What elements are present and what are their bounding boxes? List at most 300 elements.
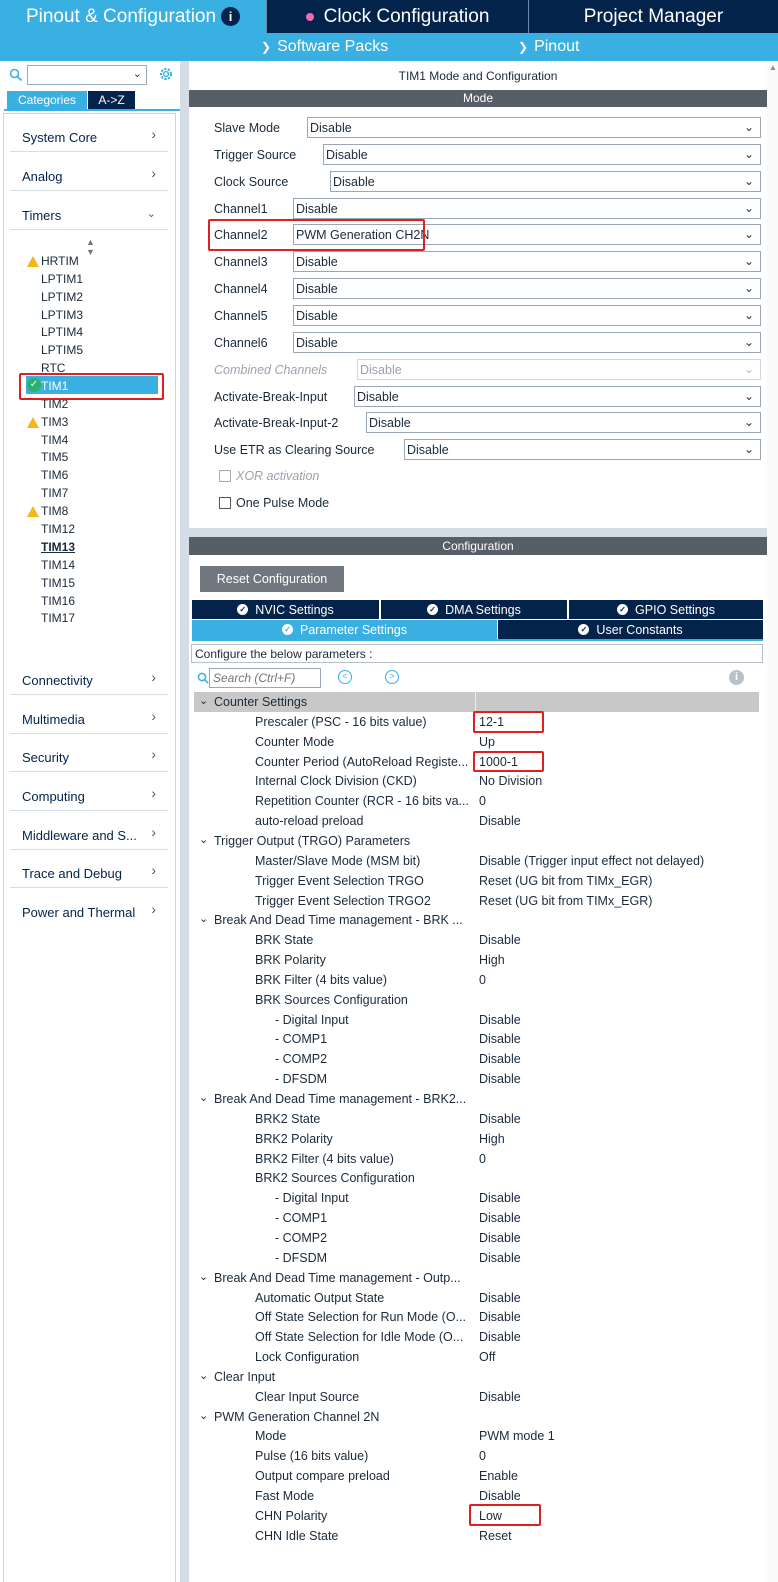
chevron-down-icon: ❯: [261, 40, 272, 54]
use-etr-clearing-source-select[interactable]: [404, 439, 761, 460]
timer-item-tim6[interactable]: TIM6: [41, 468, 69, 482]
tab-label: NVIC Settings: [255, 602, 334, 617]
combined-channels-select: [357, 359, 761, 380]
chevron-down-icon: ⌄: [743, 415, 754, 429]
select-value: Disable: [296, 335, 338, 350]
category-security[interactable]: [10, 740, 168, 772]
parameter-value[interactable]: Disable: [479, 1230, 521, 1245]
highlight-box-prescaler: [473, 711, 544, 733]
parameter-row[interactable]: [194, 1188, 759, 1208]
top-tab-bar: [0, 0, 778, 33]
tab-parameter-settings[interactable]: [192, 620, 497, 639]
field-label: Slave Mode: [214, 120, 281, 135]
category-connectivity[interactable]: [10, 663, 168, 695]
chevron-down-icon: ⌄: [743, 389, 754, 403]
field-channel3: [214, 251, 761, 272]
field-channel4: [214, 278, 761, 299]
parameter-name: CHN Polarity: [255, 1508, 328, 1523]
xor-activation-checkbox: [219, 470, 231, 482]
search-icon: [9, 68, 23, 82]
parameter-name: BRK State: [255, 933, 314, 948]
configuration-panel: [189, 537, 767, 1582]
parameter-value[interactable]: Enable: [479, 1469, 518, 1484]
tab-pinout-label: Pinout & Configuration: [25, 5, 217, 27]
highlight-box-chn-polarity: [469, 1504, 541, 1526]
field-channel6: [214, 332, 761, 353]
parameter-value[interactable]: High: [479, 1131, 505, 1146]
parameter-row[interactable]: [194, 1466, 759, 1486]
parameter-value[interactable]: No Division: [479, 774, 543, 789]
field-clock-source: [214, 171, 761, 192]
parameter-row[interactable]: [194, 1288, 759, 1308]
vertical-scrollbar[interactable]: [767, 61, 778, 1582]
field-combined-channels: [214, 359, 761, 380]
parameter-name: Lock Configuration: [255, 1350, 360, 1365]
parameter-name: Internal Clock Division (CKD): [255, 774, 417, 789]
chevron-right-icon: ›: [151, 824, 156, 840]
parameter-value[interactable]: Reset (UG bit from TIMx_EGR): [479, 893, 653, 908]
parameter-value[interactable]: 12-1: [479, 714, 505, 729]
chevron-right-icon: ›: [151, 862, 156, 878]
field-use-etr-clearing-source: [214, 439, 761, 460]
parameter-name: Counter Period (AutoReload Registe...: [255, 754, 469, 769]
chevron-down-icon[interactable]: ⌄: [199, 1270, 209, 1283]
select-value: Disable: [296, 254, 338, 269]
parameter-name: BRK2 Polarity: [255, 1131, 333, 1146]
parameter-name: CHN Idle State: [255, 1528, 339, 1543]
panel-title: TIM1 Mode and Configuration: [398, 69, 558, 83]
field-activate-break-input: [214, 386, 761, 407]
timer-item-tim2[interactable]: TIM2: [41, 397, 69, 411]
timer-item-tim7[interactable]: TIM7: [41, 486, 69, 500]
field-label: Channel5: [214, 308, 268, 323]
parameter-row[interactable]: [194, 811, 759, 831]
chevron-down-icon[interactable]: ⌄: [199, 1409, 209, 1422]
parameter-row[interactable]: [194, 1029, 759, 1049]
timer-item-lptim4[interactable]: LPTIM4: [41, 325, 84, 339]
xor-activation-checkbox-row[interactable]: [219, 465, 319, 486]
chevron-down-icon[interactable]: ⌄: [132, 68, 142, 80]
chevron-down-icon: ⌄: [743, 201, 754, 215]
timer-item-lptim5[interactable]: LPTIM5: [41, 343, 84, 357]
category-search-input[interactable]: [27, 65, 147, 85]
pinout-menu-label: Pinout: [534, 38, 580, 55]
channel3-select[interactable]: [293, 251, 761, 272]
slave-mode-select[interactable]: [307, 117, 761, 138]
category-trace-debug[interactable]: [10, 856, 168, 888]
field-slave-mode: [214, 117, 761, 138]
field-label: Channel3: [214, 254, 268, 269]
parameter-name: - COMP1: [275, 1211, 328, 1226]
chevron-right-icon: ›: [151, 901, 156, 917]
parameter-name: - Digital Input: [275, 1191, 349, 1206]
chevron-down-icon: ⌄: [743, 442, 754, 456]
parameter-row[interactable]: [194, 891, 759, 911]
parameter-row[interactable]: [194, 871, 759, 891]
parameter-name: Break And Dead Time management - BRK2...: [214, 1092, 467, 1106]
parameter-row[interactable]: [194, 1327, 759, 1347]
parameter-name: Counter Settings: [214, 695, 308, 709]
parameter-row[interactable]: [194, 791, 759, 811]
chevron-right-icon: ›: [151, 785, 156, 801]
category-label: Middleware and S...: [22, 828, 137, 843]
field-label: Use ETR as Clearing Source: [214, 442, 375, 457]
info-icon[interactable]: i: [729, 670, 744, 685]
parameter-value[interactable]: Disable: [479, 1310, 521, 1325]
category-computing[interactable]: [10, 779, 168, 811]
check-circle-icon: ✓: [617, 604, 628, 615]
category-multimedia[interactable]: [10, 702, 168, 734]
chevron-down-icon: ⌄: [743, 147, 754, 161]
mode-section-header: Mode: [189, 90, 767, 107]
timer-item-tim13[interactable]: TIM13: [41, 540, 76, 554]
software-packs-label: Software Packs: [277, 38, 389, 55]
field-label: Trigger Source: [214, 147, 297, 162]
tab-dma-settings[interactable]: [381, 600, 567, 619]
tab-user-constants[interactable]: [498, 620, 763, 639]
clock-source-select[interactable]: [330, 171, 761, 192]
parameter-row[interactable]: [194, 1208, 759, 1228]
field-activate-break-input-2: [214, 412, 761, 433]
parameter-row[interactable]: [194, 1446, 759, 1466]
check-circle-icon: ✓: [282, 624, 293, 635]
parameter-row[interactable]: [194, 771, 759, 791]
select-value: Disable: [310, 120, 352, 135]
field-label: Activate-Break-Input: [214, 389, 328, 404]
tab-label: Parameter Settings: [300, 622, 407, 637]
timer-item-lptim2[interactable]: LPTIM2: [41, 290, 84, 304]
parameter-value[interactable]: Disable: [479, 814, 521, 829]
parameter-name: BRK Filter (4 bits value): [255, 972, 387, 987]
parameter-name: Clear Input Source: [255, 1389, 360, 1404]
category-search-row: [0, 61, 180, 89]
parameter-value[interactable]: Off: [479, 1350, 496, 1365]
timer-item-tim14[interactable]: TIM14: [41, 558, 76, 572]
chevron-down-icon: ❯: [518, 40, 529, 54]
mode-fields: [189, 61, 767, 528]
chevron-down-icon: ⌄: [743, 174, 754, 188]
category-middleware[interactable]: [10, 818, 168, 850]
parameter-value[interactable]: Disable: [479, 1012, 521, 1027]
software-packs-menu[interactable]: [261, 38, 388, 56]
parameter-name: Master/Slave Mode (MSM bit): [255, 853, 421, 868]
warning-icon: [27, 417, 39, 428]
chevron-down-icon: ⌄: [146, 208, 156, 220]
parameter-group[interactable]: [194, 692, 759, 712]
previous-result-icon[interactable]: <: [338, 670, 352, 684]
category-analog[interactable]: [10, 159, 168, 191]
parameter-name: Counter Mode: [255, 734, 335, 749]
timer-item-tim15[interactable]: TIM15: [41, 576, 76, 590]
chevron-up-icon[interactable]: ▲: [769, 63, 777, 72]
pinout-menu[interactable]: [518, 38, 579, 56]
chevron-down-icon[interactable]: ⌄: [199, 695, 209, 707]
parameter-name: - DFSDM: [275, 1250, 328, 1265]
parameter-value[interactable]: Disable: [479, 1489, 521, 1503]
parameter-name: Output compare preload: [255, 1469, 390, 1484]
timer-item-lptim3[interactable]: LPTIM3: [41, 308, 84, 322]
parameter-row[interactable]: [194, 1387, 759, 1407]
timer-item-tim1[interactable]: TIM1: [41, 379, 69, 393]
tab-clock-configuration[interactable]: [266, 0, 528, 33]
chevron-down-icon: ⌄: [743, 308, 754, 322]
parameter-row[interactable]: [194, 1347, 759, 1367]
parameter-row[interactable]: [194, 1010, 759, 1030]
parameter-value[interactable]: Up: [479, 734, 495, 749]
category-label: Timers: [22, 208, 62, 223]
parameter-row[interactable]: [194, 1129, 759, 1149]
parameter-group[interactable]: [194, 1089, 759, 1109]
parameter-group[interactable]: [194, 1407, 759, 1427]
chevron-right-icon: ›: [151, 669, 156, 685]
category-label: Analog: [22, 169, 63, 184]
parameter-name: - COMP2: [275, 1052, 328, 1067]
search-icon: [197, 672, 209, 684]
parameter-value[interactable]: 0: [479, 1449, 486, 1464]
warning-icon: [27, 506, 39, 517]
parameter-value[interactable]: 1000-1: [479, 754, 518, 769]
channel1-select[interactable]: [293, 198, 761, 219]
parameter-name: BRK2 Sources Configuration: [255, 1171, 415, 1186]
timer-item-lptim1[interactable]: LPTIM1: [41, 272, 84, 286]
parameter-name: - COMP1: [275, 1032, 328, 1047]
parameter-row[interactable]: [194, 1248, 759, 1268]
parameter-row[interactable]: [194, 990, 759, 1010]
tab-label: DMA Settings: [445, 602, 521, 617]
parameter-search-input[interactable]: [209, 668, 321, 688]
parameter-name: Trigger Event Selection TRGO: [255, 873, 424, 888]
field-label: Activate-Break-Input-2: [214, 415, 339, 430]
parameter-row[interactable]: [194, 970, 759, 990]
field-channel5: [214, 305, 761, 326]
parameter-value[interactable]: Disable: [479, 1032, 521, 1047]
warning-icon: [27, 256, 39, 267]
category-timers[interactable]: [10, 198, 168, 230]
parameter-value[interactable]: PWM mode 1: [479, 1429, 555, 1444]
timer-item-rtc[interactable]: RTC: [41, 361, 66, 375]
parameter-row[interactable]: [194, 1526, 759, 1546]
tab-label: GPIO Settings: [635, 602, 715, 617]
parameter-name: Prescaler (PSC - 16 bits value): [255, 714, 427, 729]
channel4-select[interactable]: [293, 278, 761, 299]
trigger-source-select[interactable]: [323, 144, 761, 165]
parameter-name: Break And Dead Time management - BRK ...: [214, 913, 463, 928]
timer-item-tim4[interactable]: TIM4: [41, 433, 69, 447]
category-label: Multimedia: [22, 712, 85, 727]
timer-item-tim5[interactable]: TIM5: [41, 450, 69, 464]
highlight-box-tim1: [19, 373, 164, 400]
select-value: Disable: [296, 201, 338, 216]
parameter-group[interactable]: [194, 1367, 759, 1387]
parameter-value[interactable]: 0: [479, 794, 486, 809]
category-system-core[interactable]: [10, 120, 168, 152]
one-pulse-mode-checkbox[interactable]: [219, 497, 231, 509]
parameter-name: Clear Input: [214, 1369, 276, 1384]
column-divider: [475, 692, 476, 712]
parameter-name: BRK2 Filter (4 bits value): [255, 1151, 394, 1166]
parameter-name: Trigger Event Selection TRGO2: [255, 893, 431, 908]
configuration-section-header: Configuration: [189, 537, 767, 555]
parameter-row[interactable]: [194, 1228, 759, 1248]
one-pulse-mode-checkbox-row[interactable]: [219, 492, 329, 513]
category-label: Security: [22, 750, 69, 765]
check-circle-icon: ✓: [27, 378, 41, 392]
tab-categories[interactable]: Categories: [7, 91, 87, 109]
next-result-icon[interactable]: >: [385, 670, 399, 684]
parameter-value[interactable]: Disable: [479, 1211, 521, 1226]
timer-item-tim17[interactable]: TIM17: [41, 611, 76, 625]
channel5-select[interactable]: [293, 305, 761, 326]
parameter-row[interactable]: [194, 950, 759, 970]
parameter-name: auto-reload preload: [255, 814, 364, 829]
clock-dot-icon: [306, 13, 314, 21]
parameter-value[interactable]: Low: [479, 1508, 502, 1523]
chevron-down-icon[interactable]: ⌄: [199, 833, 209, 846]
highlight-box-counter-period: [473, 751, 544, 772]
info-icon[interactable]: i: [221, 7, 240, 26]
category-label: Computing: [22, 789, 85, 804]
select-value: Disable: [296, 281, 338, 296]
tab-underline: [4, 109, 180, 111]
timer-item-tim16[interactable]: TIM16: [41, 594, 76, 608]
parameter-value[interactable]: Disable: [479, 1389, 521, 1404]
category-label: Trace and Debug: [22, 866, 122, 881]
select-value: Disable: [407, 442, 449, 457]
activate-break-input-select[interactable]: [354, 386, 761, 407]
parameter-value[interactable]: Disable: [479, 1290, 521, 1305]
select-value: Disable: [369, 415, 411, 430]
parameter-value[interactable]: 0: [479, 972, 486, 987]
sort-icon[interactable]: ▲ ▼: [86, 237, 95, 257]
chevron-down-icon: ⌄: [743, 120, 754, 134]
parameter-name: BRK2 State: [255, 1111, 321, 1126]
category-label: Connectivity: [22, 673, 93, 688]
chevron-down-icon: ⌄: [743, 254, 754, 268]
chevron-down-icon[interactable]: ⌄: [199, 1092, 209, 1104]
one-pulse-mode-label: One Pulse Mode: [236, 495, 330, 510]
parameter-row[interactable]: [194, 732, 759, 752]
parameter-row[interactable]: [194, 851, 759, 871]
tab-clock-label: Clock Configuration: [323, 5, 490, 27]
parameter-name: BRK Sources Configuration: [255, 992, 408, 1007]
parameter-name: - COMP2: [275, 1230, 328, 1245]
field-channel1: [214, 198, 761, 219]
reset-configuration-button[interactable]: Reset Configuration: [200, 566, 344, 592]
parameter-value[interactable]: Disable (Trigger input effect not delayed): [479, 853, 705, 868]
parameter-row[interactable]: [194, 1168, 759, 1188]
parameter-value[interactable]: Disable: [479, 1052, 521, 1067]
chevron-down-icon: ⌄: [743, 227, 754, 241]
chevron-down-icon: ⌄: [743, 362, 754, 376]
chevron-right-icon: ›: [151, 708, 156, 724]
parameter-value[interactable]: Disable: [479, 1072, 521, 1087]
highlight-box-channel2: [208, 219, 425, 251]
parameter-name: PWM Generation Channel 2N: [214, 1409, 380, 1424]
parameter-row[interactable]: [194, 1149, 759, 1169]
panel-splitter[interactable]: [180, 61, 189, 1582]
parameter-group[interactable]: [194, 910, 759, 930]
field-label: Channel6: [214, 335, 268, 350]
parameter-name: - DFSDM: [275, 1072, 328, 1087]
field-label: Combined Channels: [214, 362, 328, 377]
chevron-right-icon: ›: [151, 746, 156, 762]
parameter-value[interactable]: Disable: [479, 1330, 521, 1345]
xor-activation-label: XOR activation: [236, 468, 320, 483]
parameter-name: Off State Selection for Run Mode (O...: [255, 1310, 466, 1325]
tab-underline: [192, 639, 763, 641]
tab-a-z[interactable]: A->Z: [88, 91, 135, 109]
parameter-value[interactable]: Disable: [479, 1111, 521, 1126]
chevron-right-icon: ›: [151, 126, 156, 142]
category-label: System Core: [22, 130, 98, 145]
select-value: Disable: [333, 174, 375, 189]
check-circle-icon: ✓: [427, 604, 438, 615]
field-label: Channel2: [214, 227, 268, 242]
parameter-value[interactable]: Disable: [479, 933, 521, 948]
parameter-row[interactable]: [194, 1426, 759, 1446]
category-power-thermal[interactable]: [10, 895, 168, 927]
chevron-down-icon: ⌄: [743, 281, 754, 295]
parameter-name: Off State Selection for Idle Mode (O...: [255, 1330, 464, 1345]
parameter-name: Repetition Counter (RCR - 16 bits va...: [255, 794, 469, 809]
parameter-value[interactable]: 0: [479, 1151, 486, 1166]
timer-item-tim8[interactable]: TIM8: [41, 504, 69, 518]
parameter-name: Trigger Output (TRGO) Parameters: [214, 833, 411, 848]
tab-project-manager[interactable]: [528, 0, 778, 33]
chevron-down-icon: ⌄: [743, 335, 754, 349]
parameter-value[interactable]: Reset (UG bit from TIMx_EGR): [479, 873, 653, 888]
chevron-down-icon[interactable]: ⌄: [199, 913, 209, 926]
parameter-row[interactable]: [194, 1049, 759, 1069]
field-label: Channel1: [214, 201, 268, 216]
parameter-value[interactable]: Disable: [479, 1250, 521, 1265]
field-trigger-source: [214, 144, 761, 165]
channel6-select[interactable]: [293, 332, 761, 353]
parameter-row[interactable]: [194, 1109, 759, 1129]
parameter-name: - Digital Input: [275, 1012, 349, 1027]
parameter-group[interactable]: [194, 1268, 759, 1288]
chevron-down-icon[interactable]: ⌄: [199, 1369, 209, 1382]
field-label: Clock Source: [214, 174, 289, 189]
tab-nvic-settings[interactable]: [192, 600, 379, 619]
tab-gpio-settings[interactable]: [569, 600, 763, 619]
parameter-row[interactable]: [194, 930, 759, 950]
category-label: Power and Thermal: [22, 905, 136, 920]
tab-pinout-configuration[interactable]: [0, 0, 266, 33]
timer-item-tim3[interactable]: TIM3: [41, 415, 69, 429]
check-circle-icon: ✓: [237, 604, 248, 615]
parameter-name: BRK Polarity: [255, 953, 326, 968]
field-label: Channel4: [214, 281, 268, 296]
timer-item-hrtim[interactable]: HRTIM: [41, 254, 79, 268]
parameter-row[interactable]: [194, 1069, 759, 1089]
parameter-value[interactable]: Reset: [479, 1528, 512, 1543]
chevron-right-icon: ›: [151, 165, 156, 181]
check-circle-icon: ✓: [578, 624, 589, 635]
parameter-group[interactable]: [194, 831, 759, 851]
gear-icon[interactable]: [158, 66, 174, 82]
parameter-row[interactable]: [194, 1307, 759, 1327]
tab-label: User Constants: [596, 622, 683, 637]
parameter-row[interactable]: [194, 1486, 759, 1506]
timer-item-tim12[interactable]: TIM12: [41, 522, 76, 536]
activate-break-input-2-select[interactable]: [366, 412, 761, 433]
left-panel: [0, 61, 180, 1582]
sub-toolbar: [0, 33, 778, 61]
parameter-value[interactable]: High: [479, 953, 505, 968]
parameter-value[interactable]: Disable: [479, 1191, 521, 1206]
parameter-name: Automatic Output State: [255, 1290, 385, 1305]
